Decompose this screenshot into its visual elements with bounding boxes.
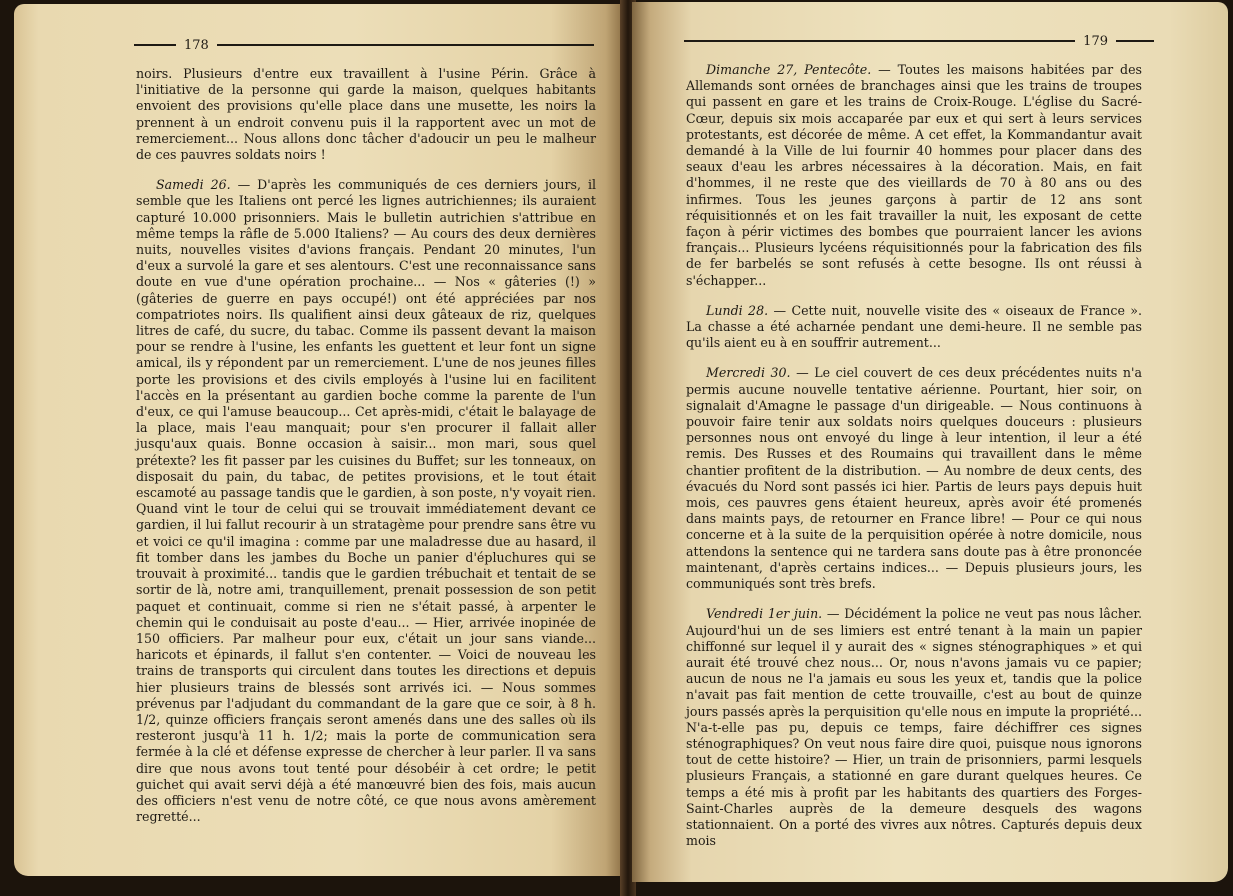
left-page-text bbox=[136, 66, 596, 825]
paragraph-text: — D'après les communiqués de ces derniers jours, il semble que les Italiens ont percé les lignes autrichiennes; ils auraient capturé 10.000 prisonniers. Mais le bulletin autrichien s'attribue en même temps la râfle de 5.000 Italiens? — Au cours des deux dernières nuits, nouvelles visites d'avions français. Pendant 20 minutes, l'un d'eux a survolé la gare et ses alentours. C'est une reconnaissance sans doute en vue d'une opération prochaine... — Nos « gâteries (!) » (gâteries de guerre en pays occupé!) ont été appréciées par nos compatriotes noirs. Ils qualifient ainsi deux gâteaux de riz, quelques litres de café, du sucre, du tabac. Comme ils passent devant la maison pour se rendre à l'usine, les enfants les guettent et leur font un signe amical, ils y répondent par un remerciement. L'une de nos jeunes filles porte les provisions et des civils employés à l'usine lui en facilitent l'accès en la présentant au gardien boche comme la parente de l'un d'eux, ce qui l'amuse beaucoup... Cet après-midi, c'était le balayage de la place, mais l'eau manquait; pour s'en procurer il fallait aller jusqu'aux quais. Bonne occasion à saisir... mon mari, sous quel prétexte? les fit passer par les cuisines du Buffet; sur les tonneaux, on disposait du pain, du tabac, de petites provisions, et le tout était escamoté au passage tandis que le gardien, à son poste, n'y voyait rien. Quand vint le tour de celui qui se trouvait immédiatement devant ce gardien, il lui fallut recourir à un stratagème pour prendre sans être vu et voici ce qu'il imagina : comme par une maladresse due au hasard, il fit tomber dans les jambes du Boche un panier d'épluchures qui se trouvait à proximité... tandis que le gardien trébuchait et tentait de se sortir de là, notre ami, tranquillement, prenait possession de son petit paquet et continuait, comme si rien ne s'était passé, à arpenter le chemin qui le conduisait au poste d'eau... — Hier, arrivée inopinée de 150 officiers. Par malheur pour eux, c'était un jour sans viande... haricots et épinards, il fallut s'en contenter. — Voici de nouveau les trains de transports qui circulent dans toutes les directions et depuis hier plusieurs trains de blessés sont arrivés ici. — Nous sommes prévenus par l'adjudant du commandant de la gare que ce soir, à 8 h. 1/2, quinze officiers français seront amenés dans une des salles où ils resteront jusqu'à 11 h. 1/2; mais la porte de communication sera fermée à la clé et défense expresse de chercher à leur parler. Il va sans dire que nous avons tout tenté pour désobéir à cet ordre; le petit guichet qui avait servi déjà a été manœuvré bien des fois, mais aucun des officiers n'est venu de notre côté, ce que nous avons amèrement regretté... bbox=[136, 177, 596, 825]
paragraph-text: — Décidément la police ne veut pas nous lâcher. Aujourd'hui un de ses limiers est entré tenant à la main un papier chiffonné sur lequel il y aurait des « signes sténographiques » et qui aurait été trouvé chez nous... Or, nous n'avons jamais vu ce papier; aucun de nous ne l'a jamais eu sous les yeux et, tandis que la police n'avait pas fait mention de cette trouvaille, c'est au bout de quinze jours passés après la perquisition qu'elle nous en impute la propriété... N'a-t-elle pas pu, depuis ce temps, faire déchiffrer ces signes sténographiques? On veut nous faire dire quoi, puisque nous ignorons tout de cette histoire? — Hier, un train de prisonniers, parmi lesquels plusieurs Français, a stationné en gare durant quelques heures. Ce temps a été mis à profit par les habitants des quartiers des Forges-Saint-Charles auprès de la demeure desquels des wagons stationnaient. On a porté des vivres aux nôtres. Capturés depuis deux mois bbox=[686, 606, 1142, 849]
right-page-header bbox=[684, 30, 1154, 52]
paragraph-text: — Cette nuit, nouvelle visite des « oiseaux de France ». La chasse a été acharnée pendant une demi-heure. Il ne semble pas qu'ils aient eu à en souffrir autrement... bbox=[686, 302, 1142, 351]
paragraph bbox=[136, 66, 596, 163]
left-page-header bbox=[134, 34, 594, 56]
paragraph bbox=[686, 365, 1142, 592]
paragraph-text: — Le ciel couvert de ces deux précédentes nuits n'a permis aucune nouvelle tentative aérienne. Pourtant, hier soir, on signalait d'Amagne le passage d'un dirigeable. — Nous continuons à pouvoir faire tenir aux soldats noirs quelques douceurs : plusieurs personnes nous ont envoyé du linge à leur intention, il leur a été remis. Des Russes et des Roumains qui travaillent dans le même chantier profitent de la distribution. — Au nombre de deux cents, des évacués du Nord sont passés ici hier. Partis de leurs pays depuis huit mois, ces pauvres gens étaient heureux, après avoir été promenés dans maints pays, de retourner en France libre! — Pour ce qui nous concerne et à la suite de la perquisition opérée à notre domicile, nous attendons la sentence qui ne tardera sans doute pas à être prononcée maintenant, d'après certains indices... — Depuis plusieurs jours, les communiqués sont très brefs. bbox=[686, 365, 1143, 592]
header-rule-short bbox=[134, 44, 176, 46]
paragraph-text: — Toutes les maisons habitées par des Allemands sont ornées de branchages ainsi que les trains de troupes qui passent en gare et les trains de Croix-Rouge. L'église du Sacré-Cœur, depuis six mois accaparée par eux et qui sert à leurs services protestants, est décorée de même. A cet effet, la Kommandantur avait demandé à la Ville de lui fournir 40 hommes pour placer dans des seaux d'eau les arbres nécessaires à la décoration. Mais, en fait d'hommes, il ne reste que des vieillards de 70 à 80 ans ou des infirmes. Tous les jeunes garçons à partir de 12 ans sont réquisitionnés et on les fait travailler la nuit, les exposant de cette façon à périr victimes des bombes que pourraient lancer les avions français... Plusieurs lycéens réquisitionnés pour la fabrication des fils de fer barbelés se sont refusés à cette besogne. Ils ont réussi à s'échapper... bbox=[686, 62, 1142, 288]
paragraph bbox=[686, 303, 1142, 352]
paragraph bbox=[686, 606, 1142, 849]
left-page bbox=[14, 4, 624, 876]
paragraph-text: noirs. Plusieurs d'entre eux travaillent à l'usine Périn. Grâce à l'initiative de la personne qui garde la maison, quelques habitants envoient des provisions qu'elle place dans une musette, les noirs la prennent à un endroit convenu puis il la rapportent avec un mot de remerciement... Nous allons donc tâcher d'adoucir un peu le malheur de ces pauvres soldats noirs ! bbox=[136, 66, 596, 163]
entry-date: Vendredi 1er juin. bbox=[706, 606, 823, 622]
entry-date: Mercredi 30. bbox=[706, 365, 791, 381]
entry-date: Lundi 28. bbox=[706, 302, 769, 318]
header-rule-long bbox=[684, 40, 1075, 42]
page-number: 179 bbox=[1083, 33, 1108, 49]
page-number: 178 bbox=[184, 37, 209, 53]
right-page-text bbox=[686, 62, 1142, 849]
entry-date: Samedi 26. bbox=[156, 177, 231, 193]
right-page bbox=[632, 2, 1228, 882]
paragraph bbox=[136, 177, 596, 825]
paragraph bbox=[686, 62, 1142, 289]
header-rule-long bbox=[217, 44, 594, 46]
entry-date: Dimanche 27, Pentecôte. bbox=[706, 62, 872, 77]
header-rule-short bbox=[1116, 40, 1154, 42]
